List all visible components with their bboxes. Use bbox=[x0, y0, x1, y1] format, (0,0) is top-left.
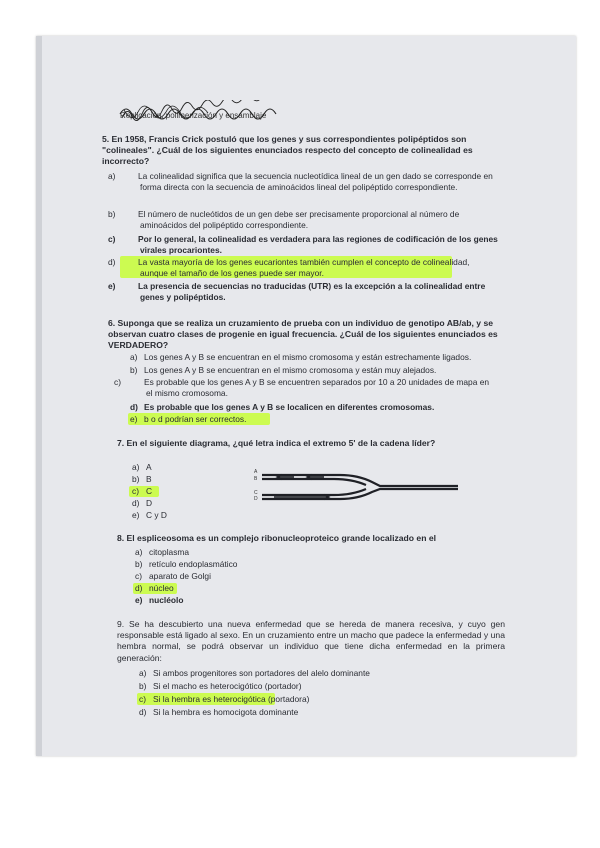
option-letter: d) bbox=[108, 257, 116, 267]
q8-option-d bbox=[135, 583, 174, 594]
heading-text: Replicación, polimerización y ensamblaje bbox=[120, 111, 267, 120]
option-text: La colinealidad significa que la secuencia nucleotídica lineal de un gen dado se corresponde en forma directa con la secuencia de aminoácidos lineal del polipéptido correspondiente. bbox=[138, 171, 493, 192]
q5-option-e bbox=[108, 281, 502, 302]
option-letter: e) bbox=[132, 510, 140, 520]
option-text: Es probable que los genes A y B se localicen en diferentes cromosomas. bbox=[144, 402, 435, 412]
option-text: retículo endoplasmático bbox=[149, 559, 238, 569]
option-text: Si la hembra es heterocigótica (portadora) bbox=[153, 694, 310, 704]
crossed-out-heading bbox=[118, 100, 286, 128]
q9-option-b bbox=[139, 681, 302, 692]
option-letter: c) bbox=[132, 486, 139, 496]
option-letter: e) bbox=[108, 281, 116, 291]
option-letter: b) bbox=[130, 365, 138, 375]
option-text: D bbox=[146, 498, 153, 508]
diagram-label-d: D bbox=[254, 496, 258, 502]
option-letter: c) bbox=[139, 694, 146, 704]
option-letter: c) bbox=[108, 234, 116, 244]
question-7-text: 7. En el siguiente diagrama, ¿qué letra indica el extremo 5' de la cadena líder? bbox=[117, 438, 436, 448]
question-6-text: 6. Suponga que se realiza un cruzamiento de prueba con un individuo de genotipo AB/ab, y se observan cuatro clases de progenie en igual frecuencia. ¿Cuál de los siguientes enunciados es VERDADERO? bbox=[108, 318, 498, 351]
option-text: Por lo general, la colinealidad es verdadera para las regiones de codificación de los genes virales procariontes. bbox=[138, 234, 498, 255]
diagram-label-b: B bbox=[254, 476, 258, 482]
q7-option-d bbox=[132, 498, 152, 509]
option-letter: d) bbox=[130, 402, 138, 412]
q6-option-b bbox=[130, 365, 436, 376]
q9-option-c bbox=[139, 694, 309, 705]
q8-option-c bbox=[135, 571, 211, 582]
option-letter: e) bbox=[130, 414, 138, 424]
q5-option-c bbox=[108, 234, 502, 255]
option-letter: c) bbox=[114, 377, 121, 387]
option-letter: a) bbox=[108, 171, 116, 181]
option-text: A bbox=[146, 462, 152, 472]
q7-option-a bbox=[132, 462, 152, 473]
option-text: La vasta mayoría de los genes eucariontes también cumplen el concepto de colinealidad, aunque el tamaño de los genes puede ser mayor. bbox=[138, 257, 470, 278]
option-letter: a) bbox=[130, 352, 138, 362]
q5-option-d bbox=[108, 257, 480, 278]
option-text: La presencia de secuencias no traducidas (UTR) es la excepción a la colinealidad entre genes y polipéptidos. bbox=[138, 281, 486, 302]
q8-option-a bbox=[135, 547, 189, 558]
q8-option-b bbox=[135, 559, 237, 570]
option-text: Si el macho es heterocigótico (portador) bbox=[153, 681, 302, 691]
q6-option-e bbox=[130, 414, 246, 425]
option-text: Si ambos progenitores son portadores del alelo dominante bbox=[153, 668, 370, 678]
option-letter: b) bbox=[135, 559, 143, 569]
q9-option-d bbox=[139, 707, 298, 718]
option-text: nucléolo bbox=[149, 595, 184, 605]
question-5-text: 5. En 1958, Francis Crick postuló que los genes y sus correspondientes polipéptidos son "colineales". ¿Cuál de los siguientes enunciados respecto del concepto de colinealidad es incorrecto? bbox=[102, 134, 473, 167]
q6-option-d bbox=[130, 402, 434, 413]
option-text: Los genes A y B se encuentran en el mismo cromosoma y están muy alejados. bbox=[144, 365, 437, 375]
q6-option-a bbox=[130, 352, 471, 363]
option-letter: b) bbox=[108, 209, 116, 219]
option-text: El número de nucleótidos de un gen debe ser precisamente proporcional al número de aminoácidos del polipéptido correspondiente. bbox=[138, 209, 460, 230]
option-text: Si la hembra es homocigota dominante bbox=[153, 707, 299, 717]
option-text: citoplasma bbox=[149, 547, 190, 557]
q7-option-e bbox=[132, 510, 167, 521]
replication-fork-drawing bbox=[254, 469, 460, 507]
diagram-label-c: C bbox=[254, 490, 258, 496]
replication-fork-diagram bbox=[254, 469, 460, 507]
diagram-label-a: A bbox=[254, 469, 258, 475]
option-letter: a) bbox=[139, 668, 147, 678]
q6-option-c bbox=[114, 377, 490, 398]
option-text: Es probable que los genes A y B se encuentren separados por 10 a 20 unidades de mapa en el mismo cromosoma. bbox=[144, 377, 490, 398]
q9-option-a bbox=[139, 668, 370, 679]
option-text: Los genes A y B se encuentran en el mismo cromosoma y están estrechamente ligados. bbox=[144, 352, 472, 362]
option-text: C y D bbox=[146, 510, 167, 520]
option-letter: d) bbox=[132, 498, 140, 508]
q5-option-b bbox=[108, 209, 508, 230]
option-letter: a) bbox=[135, 547, 143, 557]
option-letter: a) bbox=[132, 462, 140, 472]
option-letter: b) bbox=[132, 474, 140, 484]
option-letter: c) bbox=[135, 571, 142, 581]
option-letter: b) bbox=[139, 681, 147, 691]
option-letter: d) bbox=[135, 583, 143, 593]
question-8-text: 8. El espliceosoma es un complejo ribonucleoproteico grande localizado en el bbox=[117, 533, 437, 543]
question-9-text: 9. Se ha descubierto una nueva enfermedad que se hereda de manera recesiva, y cuyo gen responsable está ligado al sexo. En un cruzamiento entre un macho que padece la enfermedad y una hembra normal, se podrá observar un individuo que tiene dicha enfermedad en la primera generación: bbox=[117, 619, 505, 663]
option-text: B bbox=[146, 474, 152, 484]
q8-option-e bbox=[135, 595, 183, 606]
option-letter: d) bbox=[139, 707, 147, 717]
option-letter: e) bbox=[135, 595, 143, 605]
q7-option-b bbox=[132, 474, 152, 485]
option-text: C bbox=[146, 486, 153, 496]
option-text: aparato de Golgi bbox=[149, 571, 211, 581]
q5-option-a bbox=[108, 171, 498, 192]
q7-option-c bbox=[132, 486, 152, 497]
option-text: núcleo bbox=[149, 583, 174, 593]
option-text: b o d podrían ser correctos. bbox=[144, 414, 247, 424]
